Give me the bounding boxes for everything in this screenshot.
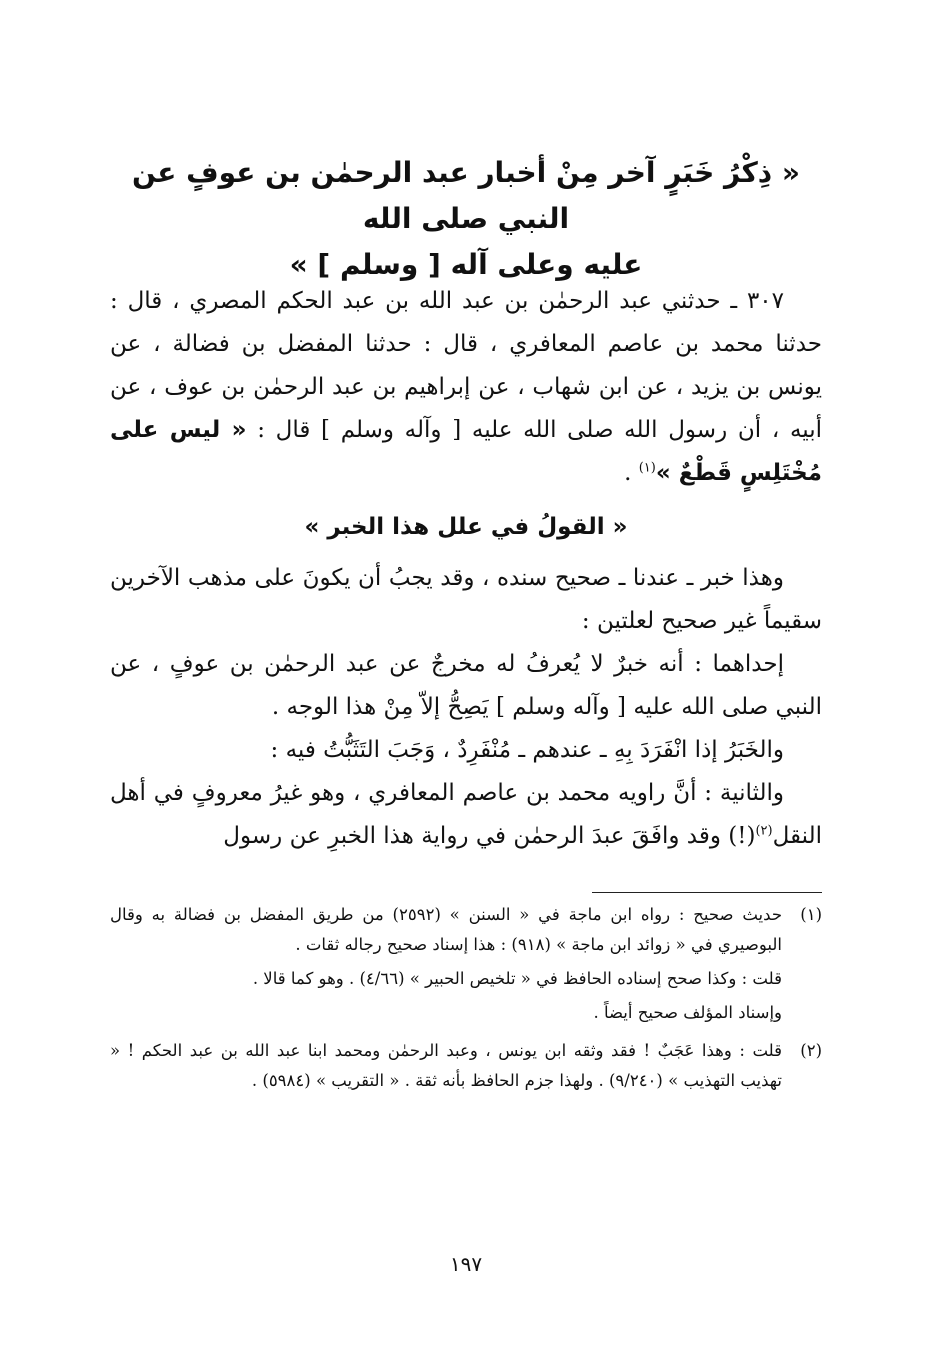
footnote-number: (١) xyxy=(800,905,822,924)
subheading: « القولُ في علل هذا الخبر » xyxy=(304,514,628,540)
hadith-paragraph xyxy=(110,280,822,495)
footnote-line: قلت : وهذا عَجَبٌ ! فقد وثقه ابن يونس ، وعبد الرحمٰن ومحمد ابنا عبد الله بن عبد الحكم ! « تهذيب التهذيب » (٩/٢٤٠) . ولهذا جزم الحافظ بأنه ثقة . « التقريب » (٥٩٨٤) . xyxy=(110,1041,782,1090)
hadith-quote: « ليس على مُخْتَلِسٍ قَطْعٌ » xyxy=(110,417,822,486)
section-title-line-1: « ذِكْرُ خَبَرٍ آخر مِنْ أخبار عبد الرحمٰن بن عوفٍ عن النبي صلى الله xyxy=(132,156,800,235)
book-page xyxy=(110,0,822,1363)
footnote-ref-2: (٢) xyxy=(755,823,773,839)
footnote-2 xyxy=(110,1036,822,1100)
paragraph-4-end: (!) وقد وافَقَ عبدَ الرحمٰن في رواية هذا الخبرِ عن رسول xyxy=(223,823,756,849)
footnote-number: (٢) xyxy=(800,1041,822,1060)
footnote-line: حديث صحيح : رواه ابن ماجة في « السنن » (٢٥٩٢) من طريق المفضل بن فضالة به وقال البوصيري في « زوائد ابن ماجة » (٩١٨) : هذا إسناد صحيح رجاله ثقات . xyxy=(110,905,783,954)
footnote-ref-1: (١) xyxy=(638,460,656,476)
section-title xyxy=(110,150,822,288)
paragraph-1: وهذا خبر ـ عندنا ـ صحيح سنده ، وقد يجبُ أن يكونَ على مذهب الآخرين سقيماً غير صحيح لعلتين : xyxy=(110,565,822,634)
page-number: ١٩٧ xyxy=(449,1252,483,1276)
footnote-body xyxy=(110,1036,782,1100)
main-text xyxy=(110,280,822,858)
footnote-body xyxy=(110,900,782,1032)
paragraph-4-start: والثانية : أنَّ راويه محمد بن عاصم المعافري ، وهو غيرُ معروفٍ في أهل النقل xyxy=(110,780,822,849)
footnote-divider xyxy=(592,892,822,893)
paragraph-4 xyxy=(110,772,822,858)
footnote-line: قلت : وكذا صحح إسناده الحافظ في « تلخيص الحبير » (٤/٦٦) . وهو كما قالا . xyxy=(252,969,782,988)
paragraph-2: إحداهما : أنه خبرٌ لا يُعرفُ له مخرجٌ عن عبد الرحمٰن بن عوفٍ ، عن النبي صلى الله عليه [ وآله وسلم ] يَصِحُّ إلاّ مِنْ هذا الوجه . xyxy=(110,651,822,720)
footnotes xyxy=(110,900,822,1104)
footnote-1 xyxy=(110,900,822,1032)
footnote-line: وإسناد المؤلف صحيح أيضاً . xyxy=(593,1003,782,1022)
hadith-chain: ٣٠٧ ـ حدثني عبد الرحمٰن بن عبد الله بن عبد الحكم المصري ، قال : حدثنا محمد بن عاصم المعافري ، قال : حدثنا المفضل بن فضالة ، عن يونس بن يزيد ، عن ابن شهاب ، عن إبراهيم بن عبد الرحمٰن بن عوف ، عن أبيه ، أن رسول الله صلى الله عليه [ وآله وسلم ] قال : xyxy=(110,288,823,443)
section-title-line-2: عليه وعلى آله [ وسلم ] » xyxy=(289,248,643,281)
paragraph-3: والخَبَرُ إذا انْفَرَدَ بِهِ ـ عندهم ـ مُنْفَرِدٌ ، وَجَبَ التَثَبُّتُ فيه : xyxy=(270,737,784,763)
hadith-end: . xyxy=(624,460,639,486)
